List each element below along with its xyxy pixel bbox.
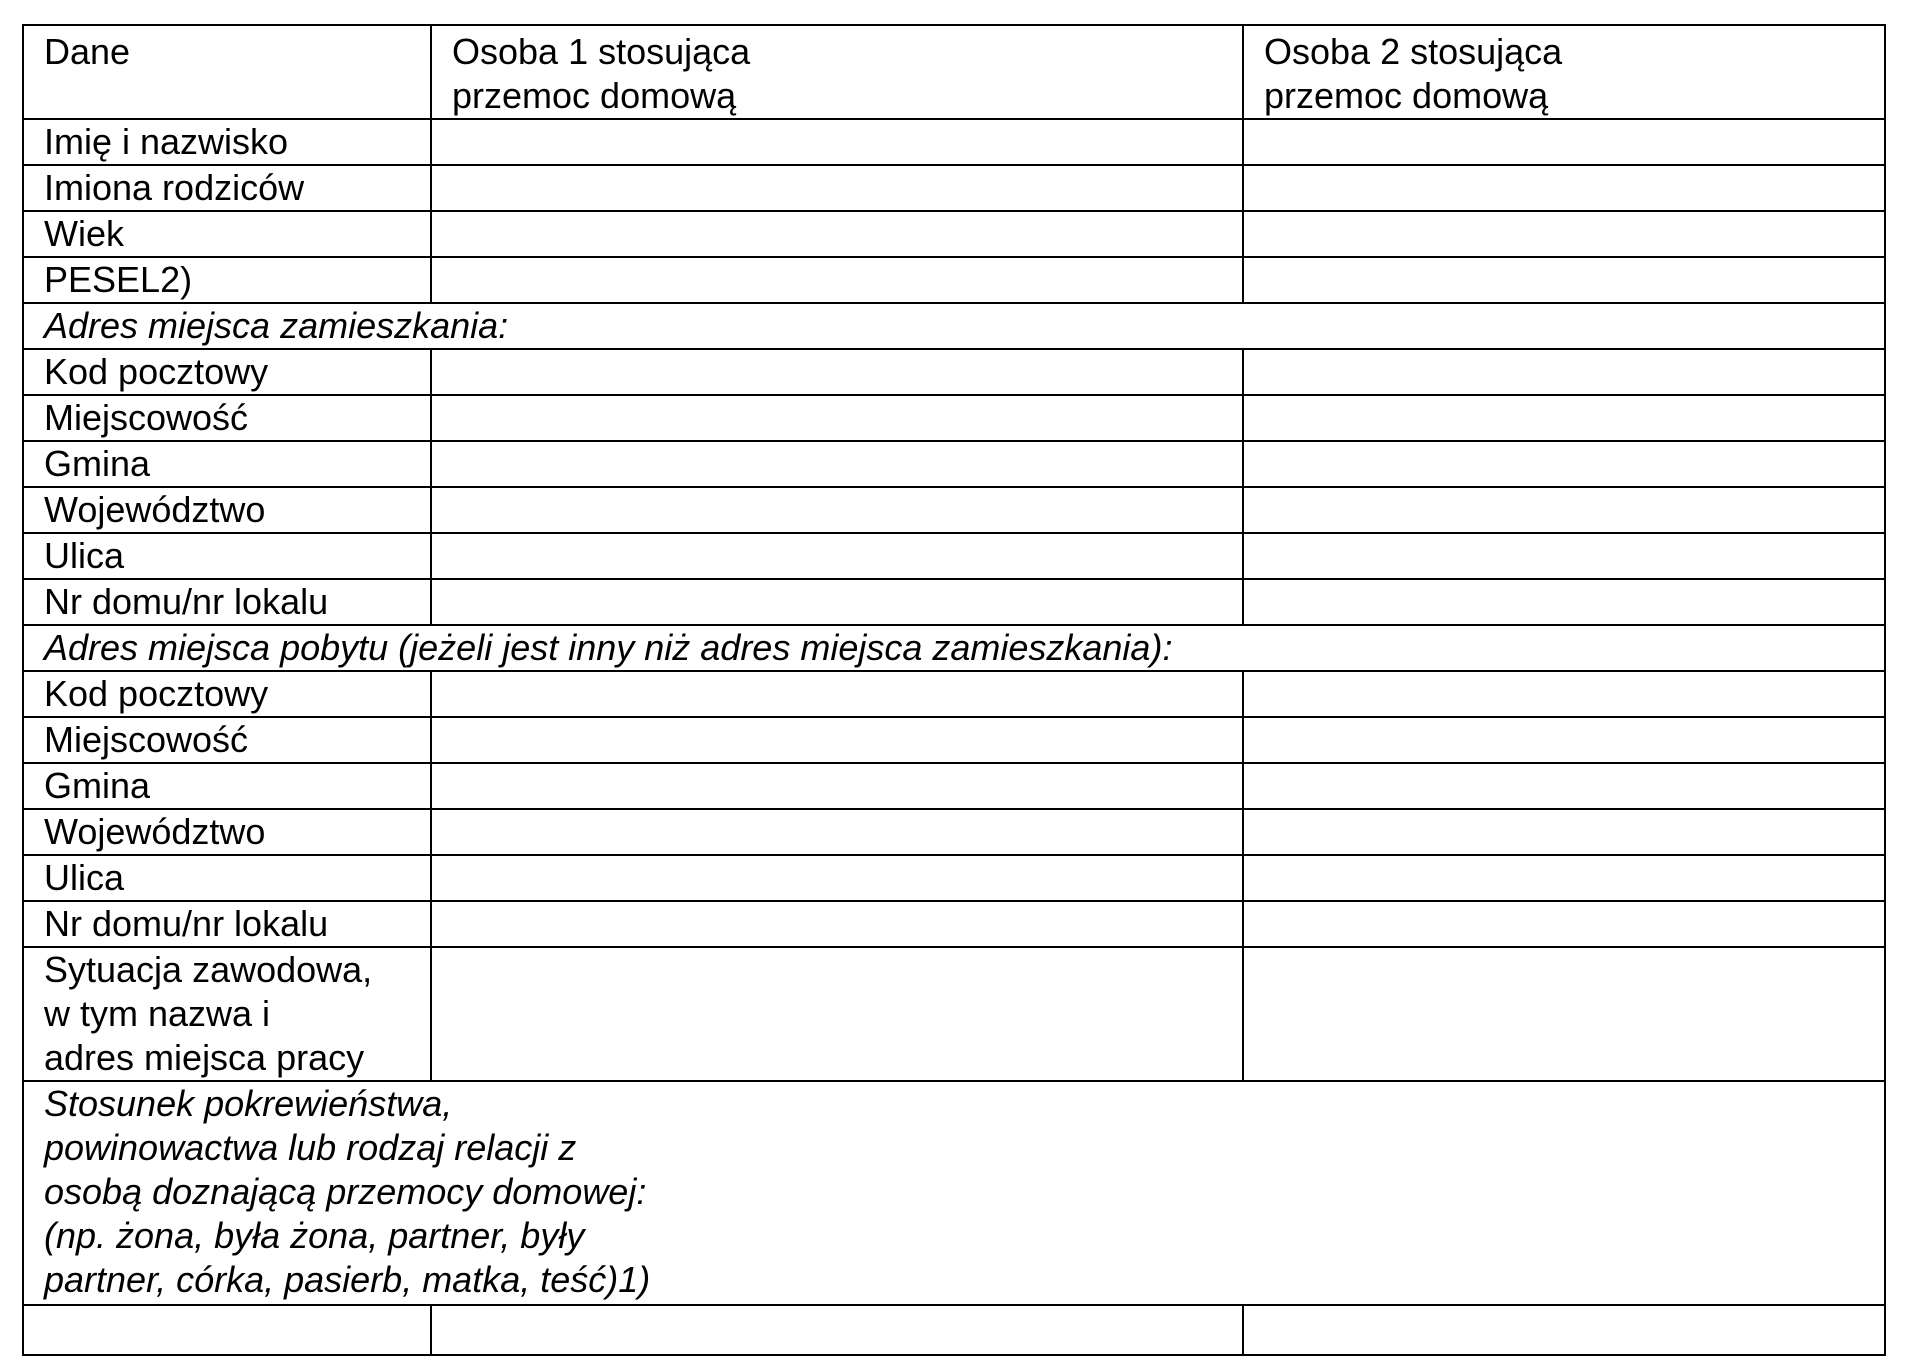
person-1-age-cell[interactable] [431,211,1243,257]
person-1-stay-locality-cell[interactable] [431,717,1243,763]
table-row [23,1305,1885,1355]
row-label-work-situation: Sytuacja zawodowa, w tym nazwa i adres miejsca pracy [23,947,431,1081]
table-row [23,763,1885,809]
perpetrator-data-table [22,24,1886,1356]
table-row [23,119,1885,165]
person-1-relation-cell[interactable] [431,1305,1243,1355]
table-row [23,855,1885,901]
person-2-relation-cell[interactable] [1243,1305,1885,1355]
section-heading-row [23,625,1885,671]
person-1-stay-commune-cell[interactable] [431,763,1243,809]
header-row [23,25,1885,119]
table-row [23,671,1885,717]
row-label-postal-code: Kod pocztowy [23,671,431,717]
row-label-house-number: Nr domu/nr lokalu [23,579,431,625]
person-1-stay-house-number-cell[interactable] [431,901,1243,947]
row-label-pesel: PESEL2) [23,257,431,303]
table-row [23,395,1885,441]
header-person-1: Osoba 1 stosująca przemoc domową [431,25,1243,119]
row-label-commune: Gmina [23,763,431,809]
person-1-stay-voivodeship-cell[interactable] [431,809,1243,855]
person-2-pesel-cell[interactable] [1243,257,1885,303]
person-1-residence-locality-cell[interactable] [431,395,1243,441]
stay-address-heading: Adres miejsca pobytu (jeżeli jest inny niż adres miejsca zamieszkania): [23,625,1885,671]
person-1-residence-postal-code-cell[interactable] [431,349,1243,395]
person-1-name-cell[interactable] [431,119,1243,165]
row-label-age: Wiek [23,211,431,257]
person-2-stay-voivodeship-cell[interactable] [1243,809,1885,855]
person-1-pesel-cell[interactable] [431,257,1243,303]
person-1-residence-house-number-cell[interactable] [431,579,1243,625]
relation-label-cell[interactable] [23,1305,431,1355]
person-2-residence-street-cell[interactable] [1243,533,1885,579]
row-label-locality: Miejscowość [23,395,431,441]
row-label-locality: Miejscowość [23,717,431,763]
table-row [23,487,1885,533]
person-1-residence-commune-cell[interactable] [431,441,1243,487]
person-1-residence-street-cell[interactable] [431,533,1243,579]
row-label-name: Imię i nazwisko [23,119,431,165]
person-2-name-cell[interactable] [1243,119,1885,165]
person-1-parents-cell[interactable] [431,165,1243,211]
person-1-stay-postal-code-cell[interactable] [431,671,1243,717]
table-row [23,211,1885,257]
person-2-stay-house-number-cell[interactable] [1243,901,1885,947]
row-label-postal-code: Kod pocztowy [23,349,431,395]
person-2-age-cell[interactable] [1243,211,1885,257]
person-2-residence-locality-cell[interactable] [1243,395,1885,441]
person-1-work-cell[interactable] [431,947,1243,1081]
relation-heading: Stosunek pokrewieństwa, powinowactwa lub rodzaj relacji z osobą doznającą przemocy domowej: (np. żona, była żona, partner, były partner, córka, pasierb, matka, teść)1) [23,1081,1885,1305]
person-2-stay-locality-cell[interactable] [1243,717,1885,763]
section-heading-row [23,1081,1885,1305]
row-label-commune: Gmina [23,441,431,487]
table-row [23,809,1885,855]
person-2-residence-house-number-cell[interactable] [1243,579,1885,625]
person-2-work-cell[interactable] [1243,947,1885,1081]
residence-address-heading: Adres miejsca zamieszkania: [23,303,1885,349]
row-label-voivodeship: Województwo [23,809,431,855]
table-row [23,441,1885,487]
table-row [23,901,1885,947]
table-row [23,717,1885,763]
table-row [23,165,1885,211]
table-row [23,533,1885,579]
person-2-residence-commune-cell[interactable] [1243,441,1885,487]
row-label-street: Ulica [23,533,431,579]
row-label-street: Ulica [23,855,431,901]
person-2-stay-commune-cell[interactable] [1243,763,1885,809]
header-person-2: Osoba 2 stosująca przemoc domową [1243,25,1885,119]
person-2-residence-postal-code-cell[interactable] [1243,349,1885,395]
table-row [23,579,1885,625]
row-label-house-number: Nr domu/nr lokalu [23,901,431,947]
person-1-stay-street-cell[interactable] [431,855,1243,901]
row-label-voivodeship: Województwo [23,487,431,533]
table-row [23,257,1885,303]
person-2-residence-voivodeship-cell[interactable] [1243,487,1885,533]
person-1-residence-voivodeship-cell[interactable] [431,487,1243,533]
person-2-stay-street-cell[interactable] [1243,855,1885,901]
section-heading-row [23,303,1885,349]
table-row [23,947,1885,1081]
table-row [23,349,1885,395]
row-label-parents: Imiona rodziców [23,165,431,211]
header-data-label: Dane [23,25,431,119]
person-2-stay-postal-code-cell[interactable] [1243,671,1885,717]
person-2-parents-cell[interactable] [1243,165,1885,211]
